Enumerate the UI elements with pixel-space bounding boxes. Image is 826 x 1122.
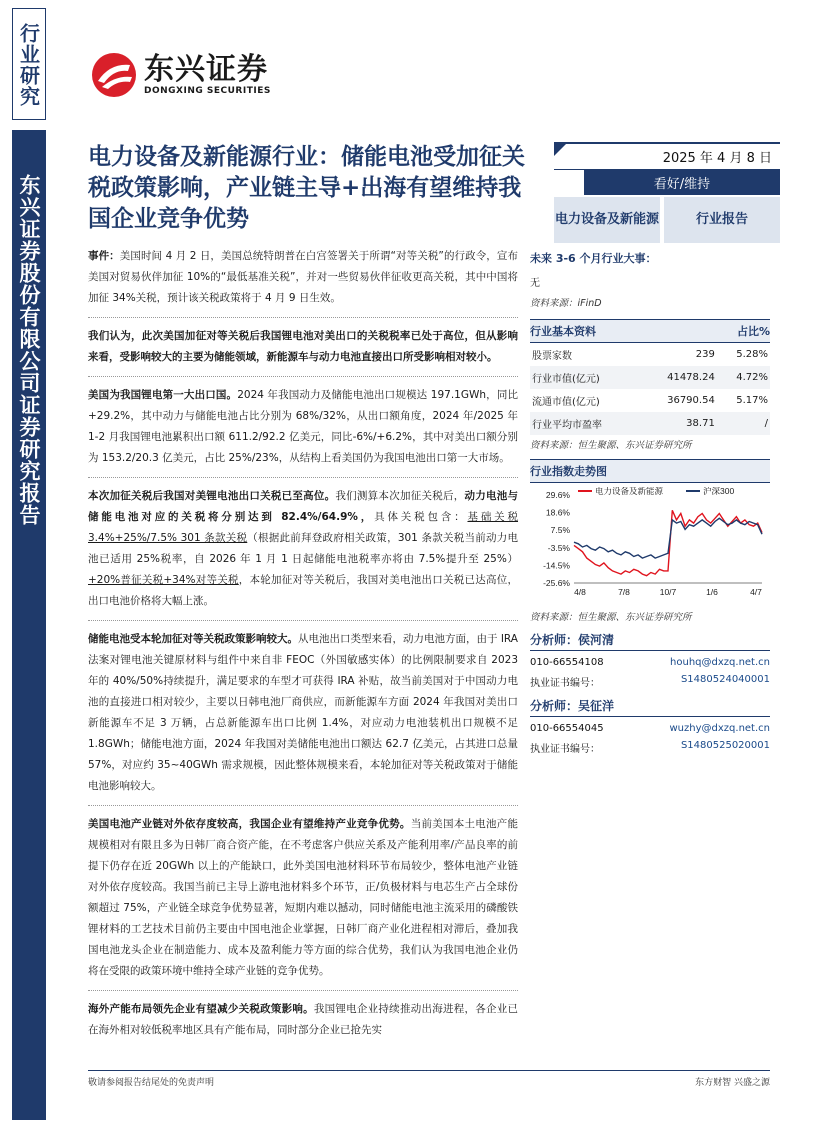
sidebar-company — [12, 130, 46, 1120]
paragraph-lead: 美国电池产业链对外依存度较高，我国企业有望维持产业竞争优势。 — [88, 818, 411, 830]
analyst-cert-label: 执业证书编号： — [530, 744, 600, 755]
paragraph-lead: 美国为我国锂电第一大出口国。 — [88, 389, 238, 401]
index-trend-chart — [530, 487, 770, 607]
basic-info-source: 资料来源：恒生聚源、东兴证券研究所 — [530, 440, 692, 451]
analyst-cert-label: 执业证书编号： — [530, 678, 600, 689]
sidebar-company-label: 东兴证券股份有限公司证券研究报告 — [17, 174, 41, 526]
stat-value: 239 — [695, 349, 715, 360]
x-tick-label: 10/7 — [659, 587, 677, 597]
report-type-tag: 行业报告 — [664, 197, 780, 243]
events-value: 无 — [530, 278, 540, 289]
footer-disclaimer: 敬请参阅报告结尾处的免责声明 — [88, 1078, 215, 1088]
analyst-cert: S1480525020001 — [680, 740, 770, 751]
stat-value: 41478.24 — [667, 372, 715, 383]
rating-badge: 看好/维持 — [584, 170, 780, 195]
logo-en-text: DONGXING SECURITIES — [144, 86, 271, 96]
paragraph-highlight: 动力电池与储能电池对应的关税将分别达到 82.4%/64.9%， — [88, 490, 519, 523]
analyst-block — [530, 631, 770, 755]
paragraph-supply-chain — [88, 814, 518, 982]
analyst-name: 分析师：侯河清 — [530, 631, 770, 651]
paragraph-text: ，本轮加征对等关税后，我国对美电池出口关税已达高位，出口电池价格将大幅上涨。 — [88, 574, 518, 607]
basic-info-table — [530, 343, 770, 435]
stat-value: 36790.54 — [667, 395, 715, 406]
company-logo — [90, 50, 271, 100]
x-tick-label: 4/7 — [750, 587, 762, 597]
y-tick-label: -3.5% — [547, 542, 570, 553]
stat-label: 行业市值(亿元) — [532, 374, 600, 385]
chart-header — [530, 459, 770, 483]
dongxing-logo-icon — [90, 51, 138, 99]
report-title: 电力设备及新能源行业：储能电池受加征关税政策影响，产业链主导+出海有望维持我国企业竞争优势 — [88, 144, 525, 232]
paragraph-text: 2024 年我国动力及储能电池出口规模达 197.1GWh，同比+29.2%，其中动力与储能电池占比分别为 68%/32%，从出口额角度，2024 年/2025 年 1-2 月我国锂电池累积出口额 611.2/92.2 亿美元，同比-6%/+6.2%，其中对美出口额分别为 153.2/20.3 亿美元，占比 25%/23%，从结构上看美国仍为我国电池出口第一大市场。 — [88, 389, 519, 464]
stat-value: 38.71 — [686, 418, 715, 429]
paragraph-text: 当前美国本土电池产能规模相对有限且多为日韩厂商合资产能，在不考虑客户供应关系及产能利用率/产品良率的前提下仍存在近 20GWh 以上的产能缺口，此外美国电池材料环节布局较少，整体电池产业链对外依存度较高。我国当前已主导上游电池材料多个环节，正/负极材料与电芯生产占全球份额超过 75%，产业链全球竞争优势显著，短期内难以撼动，同时储能电池主流采用的磷酸铁锂材料的工艺技术目前仍主要由中国电池企业掌握，日韩厂商产业化进程相对滞后，叠加我国电池龙头企业在制造能力、成本及盈利能力等方面的综合优势，我们认为我国电池企业仍将在受限的政策环境中维持全球产业链的竞争优势。 — [88, 818, 519, 977]
analyst-email[interactable]: houhq@dxzq.net.cn — [670, 657, 770, 668]
y-tick-label: 7.5% — [550, 525, 570, 536]
analyst-name: 分析师：吴征洋 — [530, 697, 770, 717]
footer-slogan: 东方财智 兴盛之源 — [695, 1078, 770, 1088]
paragraph-underline: 基础关税 3.4%+25%/7.5% 301 条款关税 — [88, 511, 519, 544]
basic-info-pct-header: 占比% — [736, 325, 770, 338]
table-row — [530, 389, 770, 412]
paragraph-lead: 事件： — [88, 250, 120, 262]
x-tick-label: 7/8 — [618, 587, 630, 597]
report-meta — [554, 142, 780, 243]
sidebar-category-label: 行业研究 — [16, 23, 41, 107]
paragraph-view — [88, 326, 518, 368]
stat-pct: / — [764, 418, 768, 429]
report-date-text: 2025 年 4 月 8 日 — [662, 151, 772, 166]
paragraph-text: 美国时间 4 月 2 日，美国总统特朗普在白宫签署关于所谓“对等关税”的行政令，宣布美国对贸易伙伴加征 10%的“最低基准关税”，并对一些贸易伙伴征收更高关税，其中中国将加征 34%关税，预计该关税政策将于 4 月 9 日生效。 — [88, 250, 518, 304]
y-tick-label: 29.6% — [545, 490, 570, 500]
paragraph-export — [88, 385, 518, 469]
paragraph-storage — [88, 629, 518, 797]
paragraph-lead: 储能电池受本轮加征对等关税政策影响较大。 — [88, 633, 298, 645]
stat-label: 行业平均市盈率 — [532, 420, 602, 431]
paragraph-text: 我们测算本次加征关税后， — [335, 490, 465, 502]
series-line-0 — [574, 510, 762, 575]
paragraph-text: 具体关税包含： — [374, 511, 468, 523]
table-row — [530, 412, 770, 435]
table-row — [530, 343, 770, 366]
y-tick-label: 18.6% — [545, 507, 570, 518]
paragraph-underline: +20%普征关税+34%对等关税 — [88, 574, 239, 586]
stat-pct: 5.17% — [736, 395, 768, 406]
basic-info-title: 行业基本资料 — [530, 325, 596, 338]
chart-title: 行业指数走势图 — [530, 465, 607, 478]
chart-source: 资料来源：恒生聚源、东兴证券研究所 — [530, 612, 692, 623]
paragraph-lead: 海外产能布局领先企业有望减少关税政策影响。 — [88, 1003, 314, 1015]
stat-label: 股票家数 — [532, 351, 572, 362]
events-source: 资料来源：iFinD — [530, 298, 602, 309]
series-line-1 — [574, 518, 762, 558]
stat-pct: 5.28% — [736, 349, 768, 360]
paragraph-lead: 本次加征关税后我国对美锂电池出口关税已至高位。 — [88, 490, 336, 502]
logo-cn-text: 东兴证券 — [144, 52, 268, 87]
stat-label: 流通市值(亿元) — [532, 397, 600, 408]
legend-label: 沪深300 — [703, 487, 735, 496]
table-row — [530, 366, 770, 389]
right-column — [530, 250, 770, 755]
paragraph-event — [88, 246, 518, 309]
basic-info-header — [530, 319, 770, 343]
paragraph-text: （根据此前拜登政府相关政策，301 条款关税当前动力电池已适用 25%税率，自 2026 年 1 月 1 日起储能电池税率亦将由 7.5%提升至 25%） — [88, 532, 518, 565]
analyst-cert: S1480524040001 — [680, 674, 770, 685]
report-date — [554, 142, 780, 170]
page-footer — [88, 1070, 770, 1088]
legend-label: 电力设备及新能源 — [595, 487, 664, 496]
stat-pct: 4.72% — [736, 372, 768, 383]
paragraph-text: 我国锂电企业持续推动出海进程，各企业已在海外相对较低税率地区具有产能布局，同时部分企业已抢先实 — [88, 1003, 519, 1036]
y-tick-label: -25.6% — [543, 578, 570, 588]
x-tick-label: 1/6 — [706, 587, 718, 597]
analyst-phone: 010-66554108 — [530, 657, 604, 668]
report-body — [88, 246, 518, 1049]
paragraph-text: 我们认为，此次美国加征对等关税后我国锂电池对美出口的关税税率已处于高位，但从影响来看，受影响较大的主要为储能领域，新能源车与动力电池直接出口所受影响相对较小。 — [88, 330, 518, 363]
paragraph-overseas — [88, 999, 518, 1041]
x-tick-label: 4/8 — [574, 587, 586, 597]
industry-tag: 电力设备及新能源 — [554, 197, 660, 243]
sidebar-category — [12, 8, 46, 120]
analyst-email[interactable]: wuzhy@dxzq.net.cn — [669, 723, 770, 734]
events-title: 未来 3-6 个月行业大事： — [530, 252, 657, 265]
paragraph-tariff — [88, 486, 518, 612]
analyst-phone: 010-66554045 — [530, 723, 604, 734]
y-tick-label: -14.5% — [543, 560, 570, 571]
paragraph-text: 从电池出口类型来看，动力电池方面，由于 IRA 法案对锂电池关键原材料与组件中来自非 FEOC（外国敏感实体）的比例限制要求自 2023 年的 40%/50%持续提升，满足要求的车型才可获得 IRA 补贴，故当前美国对于中国动力电池的直接进口相对较少，主要以日韩电池厂商供应，而新能源车方面 2024 年我国对美出口新能源车不足 3 万辆，占总新能源车出口比例 1.4%，对应动力电池装机出口规模不足 1.8GWh；储能电池方面，2024 年我国对美储能电池出口额达 62.7 亿美元，占其进口总量 57%，对应约 35~40GWh 需求规模，因此整体规模来看，本轮加征对等关税政策对于储能电池影响较大。 — [88, 633, 518, 792]
